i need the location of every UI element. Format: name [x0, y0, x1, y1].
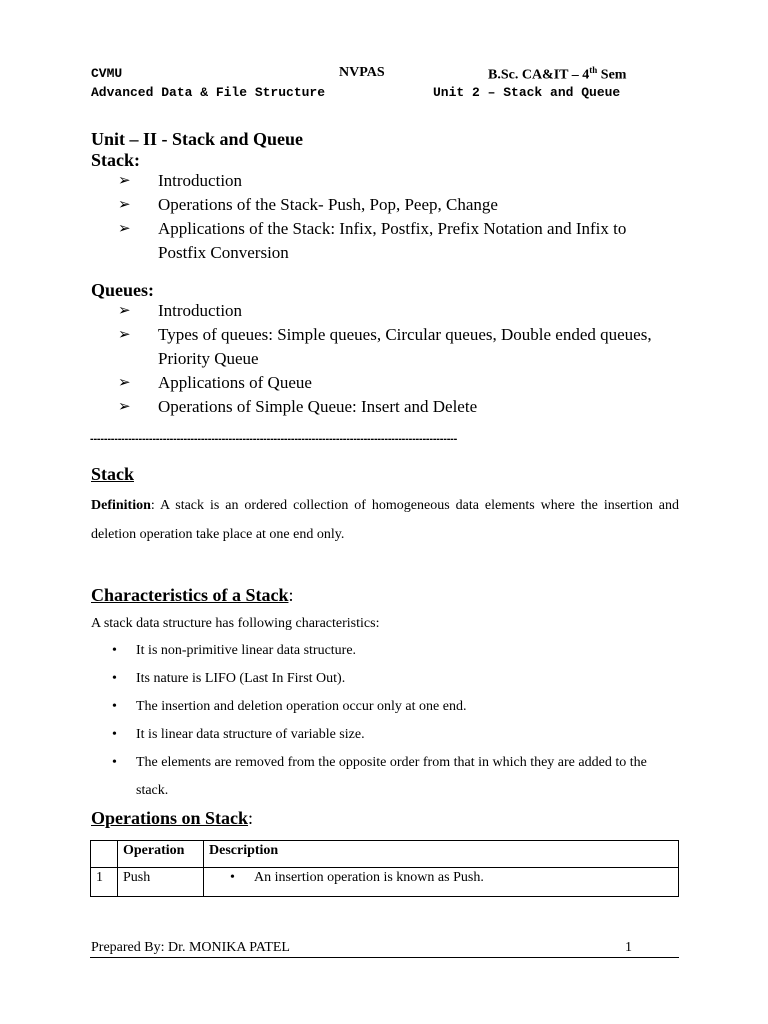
- queue-topics-list: [118, 299, 678, 419]
- operations-heading: Operations on Stack:: [91, 808, 254, 828]
- list-item: ➢ Types of queues: Simple queues, Circular queues, Double ended queues, Priority Queue: [118, 325, 652, 368]
- list-item: • The insertion and deletion operation occur only at one end.: [112, 693, 680, 721]
- list-item: ➢ Operations of Simple Queue: Insert and Delete: [118, 395, 678, 419]
- row-number: 1: [91, 868, 118, 897]
- row-description: • An insertion operation is known as Push.: [204, 868, 679, 897]
- table-header-row: [91, 841, 679, 868]
- row-operation: Push: [118, 868, 204, 897]
- bullet-icon: •: [230, 870, 235, 885]
- arrow-bullet-icon: ➢: [118, 173, 131, 189]
- arrow-bullet-icon: ➢: [118, 327, 131, 343]
- stack-heading: Stack: [91, 464, 135, 484]
- column-header-number: [91, 841, 118, 868]
- definition-paragraph: Definition: A stack is an ordered collection of homogeneous data elements where the insertion and deletion operation take place at one end only.: [91, 498, 679, 542]
- bullet-icon: •: [112, 755, 117, 770]
- column-header-operation: Operation: [118, 841, 204, 868]
- arrow-bullet-icon: ➢: [118, 303, 131, 319]
- unit-title: Unit – II - Stack and Queue: [91, 129, 304, 149]
- list-item: ➢ Introduction: [118, 169, 678, 193]
- queues-label: Queues:: [91, 280, 154, 300]
- header-subject: Advanced Data & File Structure: [91, 85, 326, 100]
- list-item: • The elements are removed from the opposite order from that in which they are added to the stack.: [112, 749, 680, 805]
- list-item: ➢ Applications of the Stack: Infix, Postfix, Prefix Notation and Infix to Postfix Conversion: [118, 219, 627, 262]
- footer-prepared-by: Prepared By: Dr. MONIKA PATEL: [91, 940, 290, 955]
- header-unit: Unit 2 – Stack and Queue: [433, 85, 621, 100]
- header-university: CVMU: [91, 66, 123, 81]
- stack-topics-list: [118, 169, 678, 265]
- list-item: • It is non-primitive linear data structure.: [112, 637, 680, 665]
- footer-page-number: 1: [625, 940, 632, 955]
- definition-label: Definition: [91, 498, 151, 513]
- footer-rule: [90, 957, 679, 958]
- list-item: ➢ Applications of Queue: [118, 371, 678, 395]
- arrow-bullet-icon: ➢: [118, 221, 131, 237]
- list-item: • Its nature is LIFO (Last In First Out).: [112, 665, 680, 693]
- table-row: [91, 868, 679, 897]
- section-divider: ----------------------------------------------------------------------------------------------------------: [90, 433, 458, 445]
- bullet-icon: •: [112, 671, 117, 686]
- list-item: • It is linear data structure of variable size.: [112, 721, 680, 749]
- list-item: ➢ Operations of the Stack- Push, Pop, Peep, Change: [118, 193, 678, 217]
- header-college: NVPAS: [339, 65, 385, 80]
- arrow-bullet-icon: ➢: [118, 197, 131, 213]
- characteristics-list: [112, 637, 680, 805]
- list-item: ➢ Introduction: [118, 299, 678, 323]
- arrow-bullet-icon: ➢: [118, 399, 131, 415]
- bullet-icon: •: [112, 727, 117, 742]
- characteristics-intro: A stack data structure has following characteristics:: [91, 616, 380, 631]
- bullet-icon: •: [112, 699, 117, 714]
- operations-table: [90, 840, 679, 897]
- column-header-description: Description: [204, 841, 679, 868]
- bullet-icon: •: [112, 643, 117, 658]
- arrow-bullet-icon: ➢: [118, 375, 131, 391]
- stack-label: Stack:: [91, 150, 140, 170]
- header-course: B.Sc. CA&IT – 4th Sem: [488, 65, 627, 83]
- characteristics-heading: Characteristics of a Stack:: [91, 585, 294, 605]
